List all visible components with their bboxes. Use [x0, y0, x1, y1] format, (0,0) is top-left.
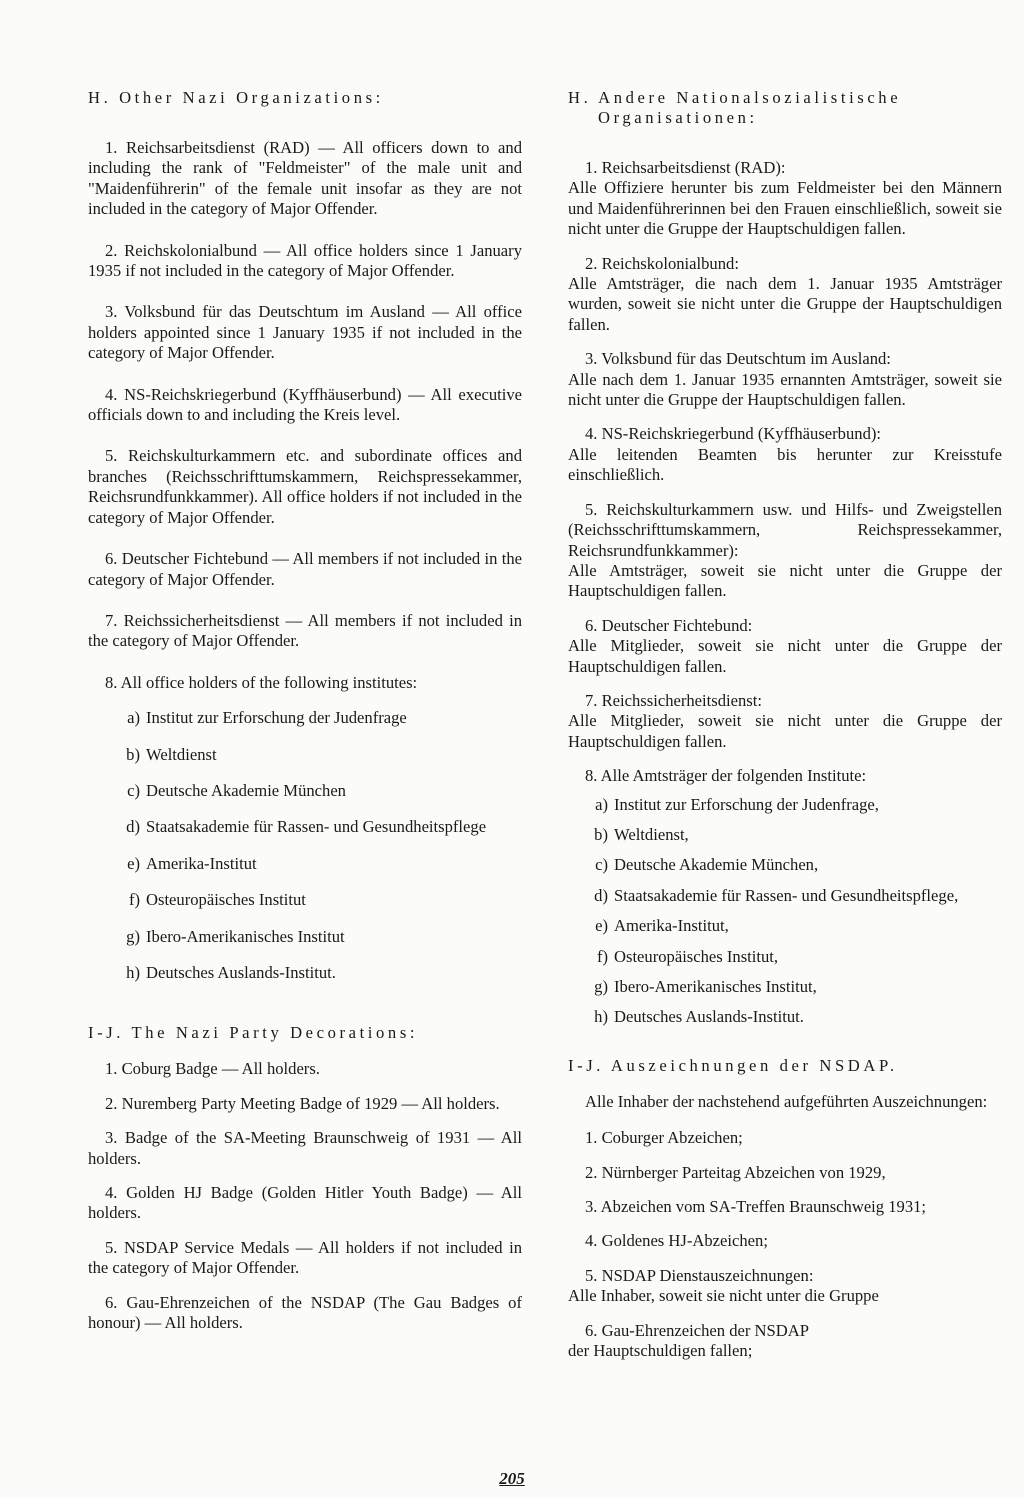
- h-item-7-en: 7. Reichssicherheitsdienst — All members if not included in the category of Major Offender.: [88, 610, 522, 651]
- ij-item-6-de: 6. Gau-Ehrenzeichen der NSDAP: [585, 1320, 809, 1340]
- h-item-1-de: 1. Reichsarbeitsdienst (RAD): Alle Offiziere herunter bis zum Feldmeister bei den Männern und Maidenführerinnen bei den Frauen einschließlich, soweit sie nicht unter die Gruppe der Hauptschuldigen fallen.: [568, 158, 1002, 239]
- ij-item-2-en: 2. Nuremberg Party Meeting Badge of 1929 — All holders.: [105, 1093, 500, 1113]
- list-item: e) Amerika-Institut: [127, 853, 257, 873]
- h-item-5-de: 5. Reichskulturkammern usw. und Hilfs- und Zweigstellen (Reichsschrifttumskammern, Reichspressekammer, Reichsrundfunkkammer): Alle Amtsträger, soweit sie nicht unter die Gruppe der Hauptschuldigen fallen.: [568, 499, 1002, 601]
- ij-item-6-en: 6. Gau-Ehrenzeichen of the NSDAP (The Gau Badges of honour) — All holders.: [88, 1292, 522, 1333]
- h-item-7-de: 7. Reichssicherheitsdienst: Alle Mitglieder, soweit sie nicht unter die Gruppe der Hauptschuldigen fallen.: [568, 690, 1002, 751]
- institute-list-en: [88, 708, 522, 983]
- ij-item-5-de: 5. NSDAP Dienstauszeichnungen:: [585, 1265, 814, 1285]
- section-ij-heading-de: I-J. Auszeichnungen der NSDAP.: [568, 1055, 898, 1075]
- h-item-2-en: 2. Reichskolonialbund — All office holders since 1 January 1935 if not included in the category of Major Offender.: [88, 240, 522, 281]
- ij-item-5-body-de: Alle Inhaber, soweit sie nicht unter die Gruppe: [568, 1286, 879, 1306]
- list-item: f) Osteuropäisches Institut,: [596, 946, 779, 966]
- ij-item-1-en: 1. Coburg Badge — All holders.: [105, 1059, 320, 1079]
- ij-item-3-en: 3. Badge of the SA-Meeting Braunschweig of 1931 — All holders.: [88, 1128, 522, 1168]
- left-column: [88, 88, 522, 1333]
- section-h-heading-en: H. Other Nazi Organizations:: [88, 88, 384, 107]
- h-item-8-de: 8. Alle Amtsträger der folgenden Institute:: [585, 766, 867, 786]
- ij-item-4-en: 4. Golden HJ Badge (Golden Hitler Youth Badge) — All holders.: [88, 1183, 522, 1223]
- list-item: d) Staatsakademie für Rassen- und Gesundheitspflege,: [594, 885, 959, 905]
- ij-item-1-de: 1. Coburger Abzeichen;: [585, 1128, 743, 1148]
- ij-item-2-de: 2. Nürnberger Parteitag Abzeichen von 1929,: [585, 1162, 886, 1182]
- h-item-1-en: 1. Reichsarbeitsdienst (RAD) — All officers down to and including the rank of "Feldmeister" of the male unit and "Maidenführerin" of the female unit insofar as they are not included in the category of Major Offender.: [88, 138, 522, 219]
- right-column: [568, 88, 1002, 1361]
- list-item: f) Osteuropäisches Institut: [128, 890, 306, 910]
- list-item: c) Deutsche Akademie München: [127, 780, 346, 800]
- list-item: e) Amerika-Institut,: [595, 916, 729, 936]
- h-item-5-en: 5. Reichskulturkammern etc. and subordinate offices and branches (Reichsschrifttumskammern, Reichspressekammer, Reichsrundfunkkammer). All office holders if not included in the category of Major Offender.: [88, 446, 522, 527]
- list-item: h) Deutsches Auslands-Institut.: [594, 1007, 804, 1027]
- list-item: h) Deutsches Auslands-Institut.: [126, 962, 336, 982]
- list-item: a) Institut zur Erforschung der Judenfrage,: [595, 794, 879, 814]
- h-item-2-de: 2. Reichskolonialbund: Alle Amtsträger, die nach dem 1. Januar 1935 Amtsträger wurden, soweit sie nicht unter die Gruppe der Hauptschuldigen fallen.: [568, 253, 1002, 334]
- ij-item-4-de: 4. Goldenes HJ-Abzeichen;: [585, 1231, 768, 1251]
- h-item-8-en: 8. All office holders of the following institutes:: [105, 672, 418, 692]
- list-item: d) Staatsakademie für Rassen- und Gesundheitspflege: [126, 817, 487, 837]
- ij-item-6-body-de: der Hauptschuldigen fallen;: [568, 1341, 753, 1361]
- list-item: g) Ibero-Amerikanisches Institut,: [594, 977, 817, 996]
- list-item: b) Weltdienst: [126, 744, 217, 764]
- list-item: b) Weltdienst,: [594, 824, 689, 844]
- institute-list-de: [568, 795, 1002, 1028]
- ij-item-3-de: 3. Abzeichen vom SA-Treffen Braunschweig 1931;: [585, 1197, 927, 1217]
- h-item-6-de: 6. Deutscher Fichtebund: Alle Mitglieder, soweit sie nicht unter die Gruppe der Hauptschuldigen fallen.: [568, 615, 1002, 676]
- list-item: a) Institut zur Erforschung der Judenfrage: [127, 708, 407, 728]
- list-item: g) Ibero-Amerikanisches Institut: [126, 926, 345, 946]
- h-item-3-en: 3. Volksbund für das Deutschtum im Ausland — All office holders appointed since 1 January 1935 if not included in the category of Major Offender.: [88, 302, 522, 363]
- h-item-6-en: 6. Deutscher Fichtebund — All members if not included in the category of Major Offender.: [88, 549, 522, 589]
- ij-intro-de: Alle Inhaber der nachstehend aufgeführten Auszeichnungen:: [585, 1091, 988, 1111]
- section-h-heading-de: H. Andere Nationalsozialistische Organisationen:: [568, 88, 902, 127]
- h-item-4-de: 4. NS-Reichskriegerbund (Kyffhäuserbund): Alle leitenden Beamten bis herunter zur Kreisstufe einschließlich.: [568, 424, 1002, 485]
- page-number: 205: [499, 1469, 525, 1488]
- h-item-3-de: 3. Volksbund für das Deutschtum im Ausland: Alle nach dem 1. Januar 1935 ernannten Amtsträger, soweit sie nicht unter die Gruppe der Hauptschuldigen fallen.: [568, 349, 1002, 410]
- section-ij-heading-en: I-J. The Nazi Party Decorations:: [88, 1023, 419, 1043]
- ij-item-5-en: 5. NSDAP Service Medals — All holders if not included in the category of Major Offender.: [88, 1237, 522, 1278]
- h-item-4-en: 4. NS-Reichskriegerbund (Kyffhäuserbund) — All executive officials down to and including the Kreis level.: [88, 384, 522, 425]
- list-item: c) Deutsche Akademie München,: [595, 855, 819, 875]
